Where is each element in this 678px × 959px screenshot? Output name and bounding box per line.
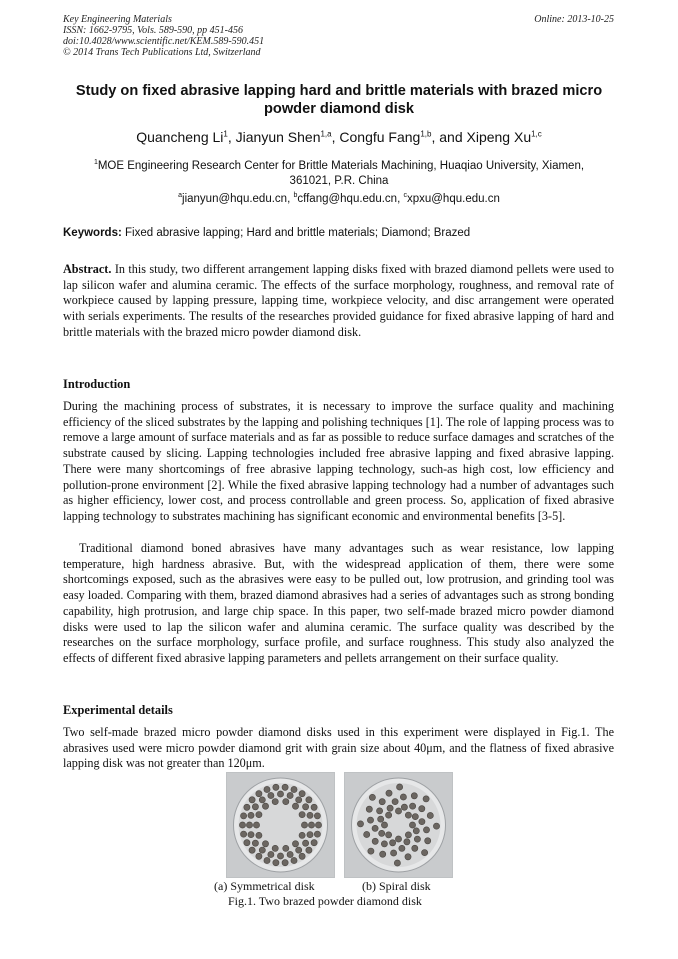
diamond-pellet: [381, 841, 387, 847]
author-sup: 1,c: [531, 129, 542, 139]
diamond-pellet: [395, 808, 401, 814]
diamond-pellet: [390, 840, 396, 846]
diamond-pellet: [380, 851, 386, 857]
email-sup: c: [403, 192, 407, 199]
diamond-pellet: [427, 812, 433, 818]
diamond-pellet: [386, 832, 392, 838]
caption-b: (b) Spiral disk: [362, 879, 431, 893]
diamond-pellet: [259, 797, 265, 803]
figure-symmetrical-disk: [226, 772, 335, 878]
diamond-pellet: [311, 840, 317, 846]
diamond-pellet: [283, 845, 289, 851]
diamond-pellet: [296, 797, 302, 803]
diamond-pellet: [412, 814, 418, 820]
diamond-pellet: [306, 847, 312, 853]
author-sep: ,: [227, 129, 236, 145]
diamond-pellet: [413, 828, 419, 834]
diamond-pellet: [303, 804, 309, 810]
diamond-pellet: [244, 804, 250, 810]
keywords-label: Keywords:: [63, 227, 122, 239]
diamond-pellet: [411, 793, 417, 799]
author-name: Quancheng Li: [136, 129, 224, 145]
diamond-pellet: [262, 841, 268, 847]
diamond-pellet: [256, 853, 262, 859]
diamond-pellet: [387, 805, 393, 811]
diamond-pellet: [292, 841, 298, 847]
diamond-pellet: [256, 791, 262, 797]
email-address[interactable]: cffang@hqu.edu.cn: [297, 192, 398, 205]
diamond-pellet: [273, 860, 279, 866]
diamond-pellet: [423, 827, 429, 833]
diamond-pellet: [272, 799, 278, 805]
diamond-pellet: [364, 831, 370, 837]
diamond-pellet: [241, 831, 247, 837]
diamond-pellet: [307, 812, 313, 818]
keywords-text: Fixed abrasive lapping; Hard and brittle materials; Diamond; Brazed: [125, 227, 471, 239]
diamond-pellet: [386, 812, 392, 818]
diamond-pellet: [268, 792, 274, 798]
diamond-pellet: [433, 823, 439, 829]
diamond-pellet: [244, 840, 250, 846]
author-sup: 1,b: [420, 129, 432, 139]
diamond-pellet: [296, 847, 302, 853]
diamond-pellet: [273, 784, 279, 790]
author-sep: ,: [331, 129, 340, 145]
symmetrical-disk-image: [227, 773, 334, 877]
diamond-pellet: [372, 825, 378, 831]
experimental-paragraph-1: Two self-made brazed micro powder diamond disks used in this experiment were displayed in Fig.1. The abrasives used were micro powder diamond grit with grain size about 40μm, and the flatness of fixed abrasive lapping disk was not greater than 120μm.: [63, 725, 614, 771]
diamond-pellet: [239, 822, 245, 828]
author-name: Jianyun Shen: [235, 129, 321, 145]
diamond-pellet: [381, 822, 387, 828]
diamond-pellet: [314, 813, 320, 819]
diamond-pellet: [248, 812, 254, 818]
journal-header: [63, 14, 264, 58]
diamond-pellet: [299, 812, 305, 818]
journal-doi[interactable]: doi:10.4028/www.scientific.net/KEM.589-590.451: [63, 36, 265, 47]
diamond-pellet: [357, 821, 363, 827]
diamond-pellet: [291, 786, 297, 792]
diamond-pellet: [419, 806, 425, 812]
diamond-pellet: [262, 803, 268, 809]
email-sup: b: [293, 192, 298, 199]
diamond-pellet: [301, 822, 307, 828]
disk-face: [357, 783, 441, 867]
section-heading-introduction: Introduction: [63, 377, 131, 391]
diamond-pellet: [379, 799, 385, 805]
diamond-pellet: [287, 792, 293, 798]
diamond-pellet: [391, 850, 397, 856]
diamond-pellet: [256, 832, 262, 838]
figure-caption: Fig.1. Two brazed powder diamond disk: [228, 894, 422, 908]
intro-paragraph-2: Traditional diamond boned abrasives have many advantages such as wear resistance, low lapping temperature, high hardness abrasive. But, with the widespread application of them, there were some shortcomings exposed, such as the abrasives were easy to be pulled out, low protrusion, and grinding tool was easy loaded. Comparing with them, brazed diamond abrasives had a series of advantages such as strong bonding capability, high protrusion, and large chip space. In this paper, two self-made brazed micro powder diamond disks were used to lap the silicon wafer and alumina ceramic. The surface quality was described by the researches on the surface morphology, surface profile, and surface roughness. This study also analyzed the effects of different fixed abrasive lapping parameters and pellets arrangement on their surface quality.: [63, 541, 614, 665]
abstract-text: In this study, two different arrangement lapping disks fixed with brazed diamond pellets were used to lap silicon wafer and alumina ceramic. The effects of the surface morphology, roughness, and removal rate of workpiece caused by lapping pressure, lapping time, workpiece velocity, and disc arrangement were operated with serials experiments. The results of the researches provided guidance for fixed abrasive lapping of hard and brittle materials with the brazed micro powder diamond disk.: [63, 262, 614, 339]
email-list: $^a$jianyun@hqu.edu.cn, $^b$cffang@hqu.edu.cn, $^c$xpxu@hqu.edu.cn: [178, 192, 500, 205]
email-address[interactable]: xpxu@hqu.edu.cn: [406, 192, 500, 205]
diamond-pellet: [372, 838, 378, 844]
diamond-pellet: [379, 830, 385, 836]
diamond-pellet: [283, 799, 289, 805]
diamond-pellet: [264, 786, 270, 792]
diamond-pellet: [400, 794, 406, 800]
diamond-pellet: [256, 812, 262, 818]
diamond-pellet: [404, 839, 410, 845]
diamond-pellet: [369, 794, 375, 800]
diamond-pellet: [386, 790, 392, 796]
diamond-pellet: [299, 832, 305, 838]
author-name: Xipeng Xu: [466, 129, 532, 145]
diamond-pellet: [252, 804, 258, 810]
author-sup: 1,a: [320, 129, 332, 139]
diamond-pellet: [366, 806, 372, 812]
diamond-pellet: [311, 804, 317, 810]
section-heading-experimental: Experimental details: [63, 703, 173, 717]
diamond-pellet: [277, 791, 283, 797]
diamond-pellet: [248, 832, 254, 838]
email-sup: a: [178, 192, 183, 199]
diamond-pellet: [287, 851, 293, 857]
diamond-pellet: [368, 848, 374, 854]
affiliation: [90, 155, 588, 189]
diamond-pellet: [308, 822, 314, 828]
diamond-pellet: [401, 804, 407, 810]
affiliation-sup: 1: [93, 159, 98, 166]
author-list: [60, 129, 618, 145]
diamond-pellet: [397, 784, 403, 790]
diamond-pellet: [268, 851, 274, 857]
diamond-pellet: [405, 832, 411, 838]
figure-spiral-disk: [344, 772, 453, 878]
diamond-pellet: [291, 857, 297, 863]
abstract: [63, 262, 614, 341]
online-date: Online: 2013-10-25: [534, 14, 614, 25]
diamond-pellet: [423, 796, 429, 802]
diamond-pellet: [377, 808, 383, 814]
keywords: [63, 227, 470, 239]
diamond-pellet: [292, 803, 298, 809]
diamond-pellet: [367, 817, 373, 823]
diamond-pellet: [249, 847, 255, 853]
diamond-pellet: [378, 816, 384, 822]
diamond-pellet: [314, 831, 320, 837]
diamond-pellet: [409, 822, 415, 828]
diamond-pellet: [259, 847, 265, 853]
diamond-pellet: [253, 822, 259, 828]
journal-copyright: © 2014 Trans Tech Publications Ltd, Switzerland: [63, 47, 261, 58]
diamond-pellet: [306, 797, 312, 803]
journal-name: Key Engineering Materials: [63, 14, 172, 25]
diamond-pellet: [299, 791, 305, 797]
diamond-pellet: [249, 797, 255, 803]
affiliation-text: MOE Engineering Research Center for Brittle Materials Machining, Huaqiao University, Xiamen, 361021, P.R. China: [97, 159, 585, 187]
diamond-pellet: [399, 845, 405, 851]
diamond-pellet: [412, 845, 418, 851]
diamond-pellet: [272, 845, 278, 851]
diamond-pellet: [405, 854, 411, 860]
diamond-pellet: [277, 853, 283, 859]
diamond-pellet: [264, 857, 270, 863]
diamond-pellet: [395, 836, 401, 842]
diamond-pellet: [307, 832, 313, 838]
abstract-label: Abstract.: [63, 262, 112, 276]
diamond-pellet: [282, 784, 288, 790]
diamond-pellet: [410, 803, 416, 809]
author-name: Congfu Fang: [339, 129, 421, 145]
diamond-pellet: [246, 822, 252, 828]
diamond-pellet: [425, 838, 431, 844]
diamond-pellet: [315, 822, 321, 828]
diamond-pellet: [414, 836, 420, 842]
paper-title: Study on fixed abrasive lapping hard and brittle materials with brazed micro powder diamond disk: [75, 83, 603, 117]
email-address[interactable]: jianyun@hqu.edu.cn: [182, 192, 288, 205]
diamond-pellet: [303, 840, 309, 846]
diamond-pellet: [405, 812, 411, 818]
diamond-pellet: [299, 853, 305, 859]
diamond-pellet: [241, 813, 247, 819]
diamond-pellet: [422, 850, 428, 856]
journal-issn: ISSN: 1662-9795, Vols. 589-590, pp 451-456: [63, 25, 243, 36]
author-sep: , and: [431, 129, 467, 145]
diamond-pellet: [282, 860, 288, 866]
diamond-pellet: [394, 860, 400, 866]
diamond-pellet: [252, 840, 258, 846]
spiral-disk-image: [345, 773, 452, 877]
diamond-pellet: [419, 819, 425, 825]
caption-a: (a) Symmetrical disk: [214, 879, 315, 893]
author-sup: 1: [223, 129, 228, 139]
intro-paragraph-1: During the machining process of substrates, it is necessary to improve the surface quality and machining efficiency of the sliced substrates by the lapping and polishing techniques [1]. The role of lapping process was to remove a large amount of surface materials and as far as possible to reduce surface damages and scratches of the substrate caused by slicing. Lapping technologies included free abrasive lapping and fixed abrasive lapping. There were many shortcomings of free abrasive lapping technology, such-as high cost, low efficiency and pollution-prone environment [2]. While the fixed abrasive lapping technology had a number of advantages such as higher efficiency, lower cost, and process controllable and green process. So, application of fixed abrasive lapping technology to substrates machining has significant economic and environmental benefits [3-5].: [63, 399, 614, 523]
diamond-pellet: [392, 799, 398, 805]
